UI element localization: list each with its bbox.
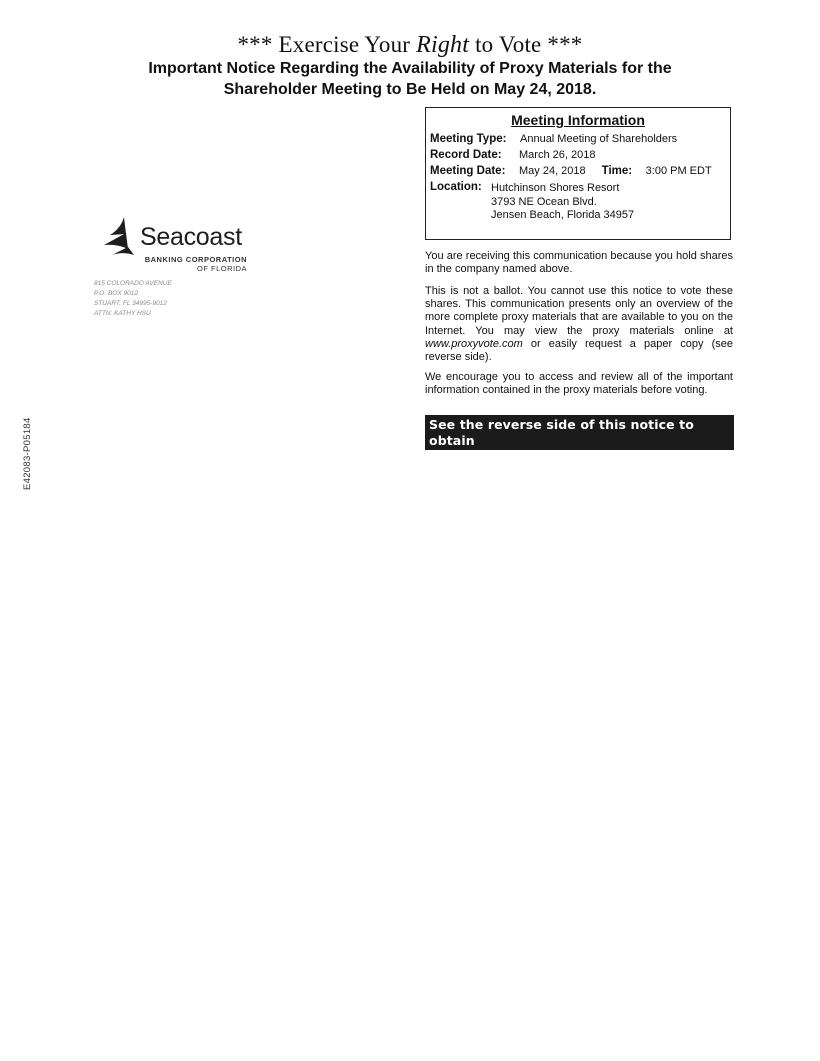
subtitle-line-2: Shareholder Meeting to Be Held on May 24, 2018. xyxy=(223,81,597,98)
record-date-value: March 26, 2018 xyxy=(519,149,596,161)
meeting-time-value: 3:00 PM EDT xyxy=(645,165,712,177)
logo-subline-1: BANKING CORPORATION xyxy=(144,255,247,264)
meeting-type-value: Annual Meeting of Shareholders xyxy=(520,133,678,145)
company-address xyxy=(94,279,172,319)
address-line: P.O. BOX 9012 xyxy=(94,290,138,297)
reverse-side-callout xyxy=(425,415,734,463)
meeting-date-value: May 24, 2018 xyxy=(519,165,586,177)
location-row xyxy=(430,181,634,223)
meeting-info-heading: Meeting Information xyxy=(511,112,645,128)
not-ballot-paragraph xyxy=(425,285,733,364)
location-line: Hutchinson Shores Resort xyxy=(491,182,620,194)
location-line: 3793 NE Ocean Blvd. xyxy=(491,195,597,208)
headline-stars-left: *** xyxy=(237,32,273,57)
subtitle-line-1: Important Notice Regarding the Availability of Proxy Materials for the xyxy=(148,60,672,77)
address-line: STUART, FL 34995-9012 xyxy=(94,300,167,307)
meeting-type-row xyxy=(430,133,677,145)
headline-title-emphasis: Right xyxy=(416,32,470,58)
meeting-type-label: Meeting Type: xyxy=(430,133,507,145)
logo-wordmark: Seacoast xyxy=(140,223,242,251)
document-code: E42083-P05184 xyxy=(22,417,33,490)
headline xyxy=(0,32,820,59)
record-date-row xyxy=(430,149,595,161)
meeting-date-row xyxy=(430,165,712,177)
not-ballot-text-b: or easily request a paper copy (see reverse side). xyxy=(425,337,733,364)
not-ballot-text-a: This is not a ballot. You cannot use this notice to vote these shares. This communication presents only an overview of the more complete proxy materials that are available to you on the Internet. You may view the proxy materials online at xyxy=(425,285,733,337)
meeting-date-label: Meeting Date: xyxy=(430,165,506,177)
headline-title-pre: Exercise Your xyxy=(278,32,411,57)
proxyvote-link[interactable]: www.proxyvote.com xyxy=(425,337,523,350)
receiving-paragraph: You are receiving this communication because you hold shares in the company named above. xyxy=(425,250,733,276)
record-date-label: Record Date: xyxy=(430,149,502,161)
notice-subtitle xyxy=(0,58,820,100)
headline-title-post: to Vote xyxy=(475,32,542,57)
meeting-time-label: Time: xyxy=(601,165,633,177)
encourage-paragraph: We encourage you to access and review all of the important information contained in the proxy materials before voting. xyxy=(425,371,733,397)
callout-line-1: See the reverse side of this notice to obtain xyxy=(429,417,694,448)
sail-logo-icon xyxy=(100,216,142,256)
address-line: 815 COLORADO AVENUE xyxy=(94,280,172,287)
address-line: ATTN: KATHY HSU xyxy=(94,310,151,317)
meeting-information-box xyxy=(425,107,731,240)
location-label: Location: xyxy=(430,181,482,193)
location-line: Jensen Beach, Florida 34957 xyxy=(491,209,635,221)
headline-stars-right: *** xyxy=(547,32,583,57)
location-value xyxy=(491,182,634,223)
callout-line-2: proxy materials and voting instructions. xyxy=(429,448,717,463)
company-logo xyxy=(100,216,250,276)
logo-subline-2: OF FLORIDA xyxy=(196,264,247,273)
